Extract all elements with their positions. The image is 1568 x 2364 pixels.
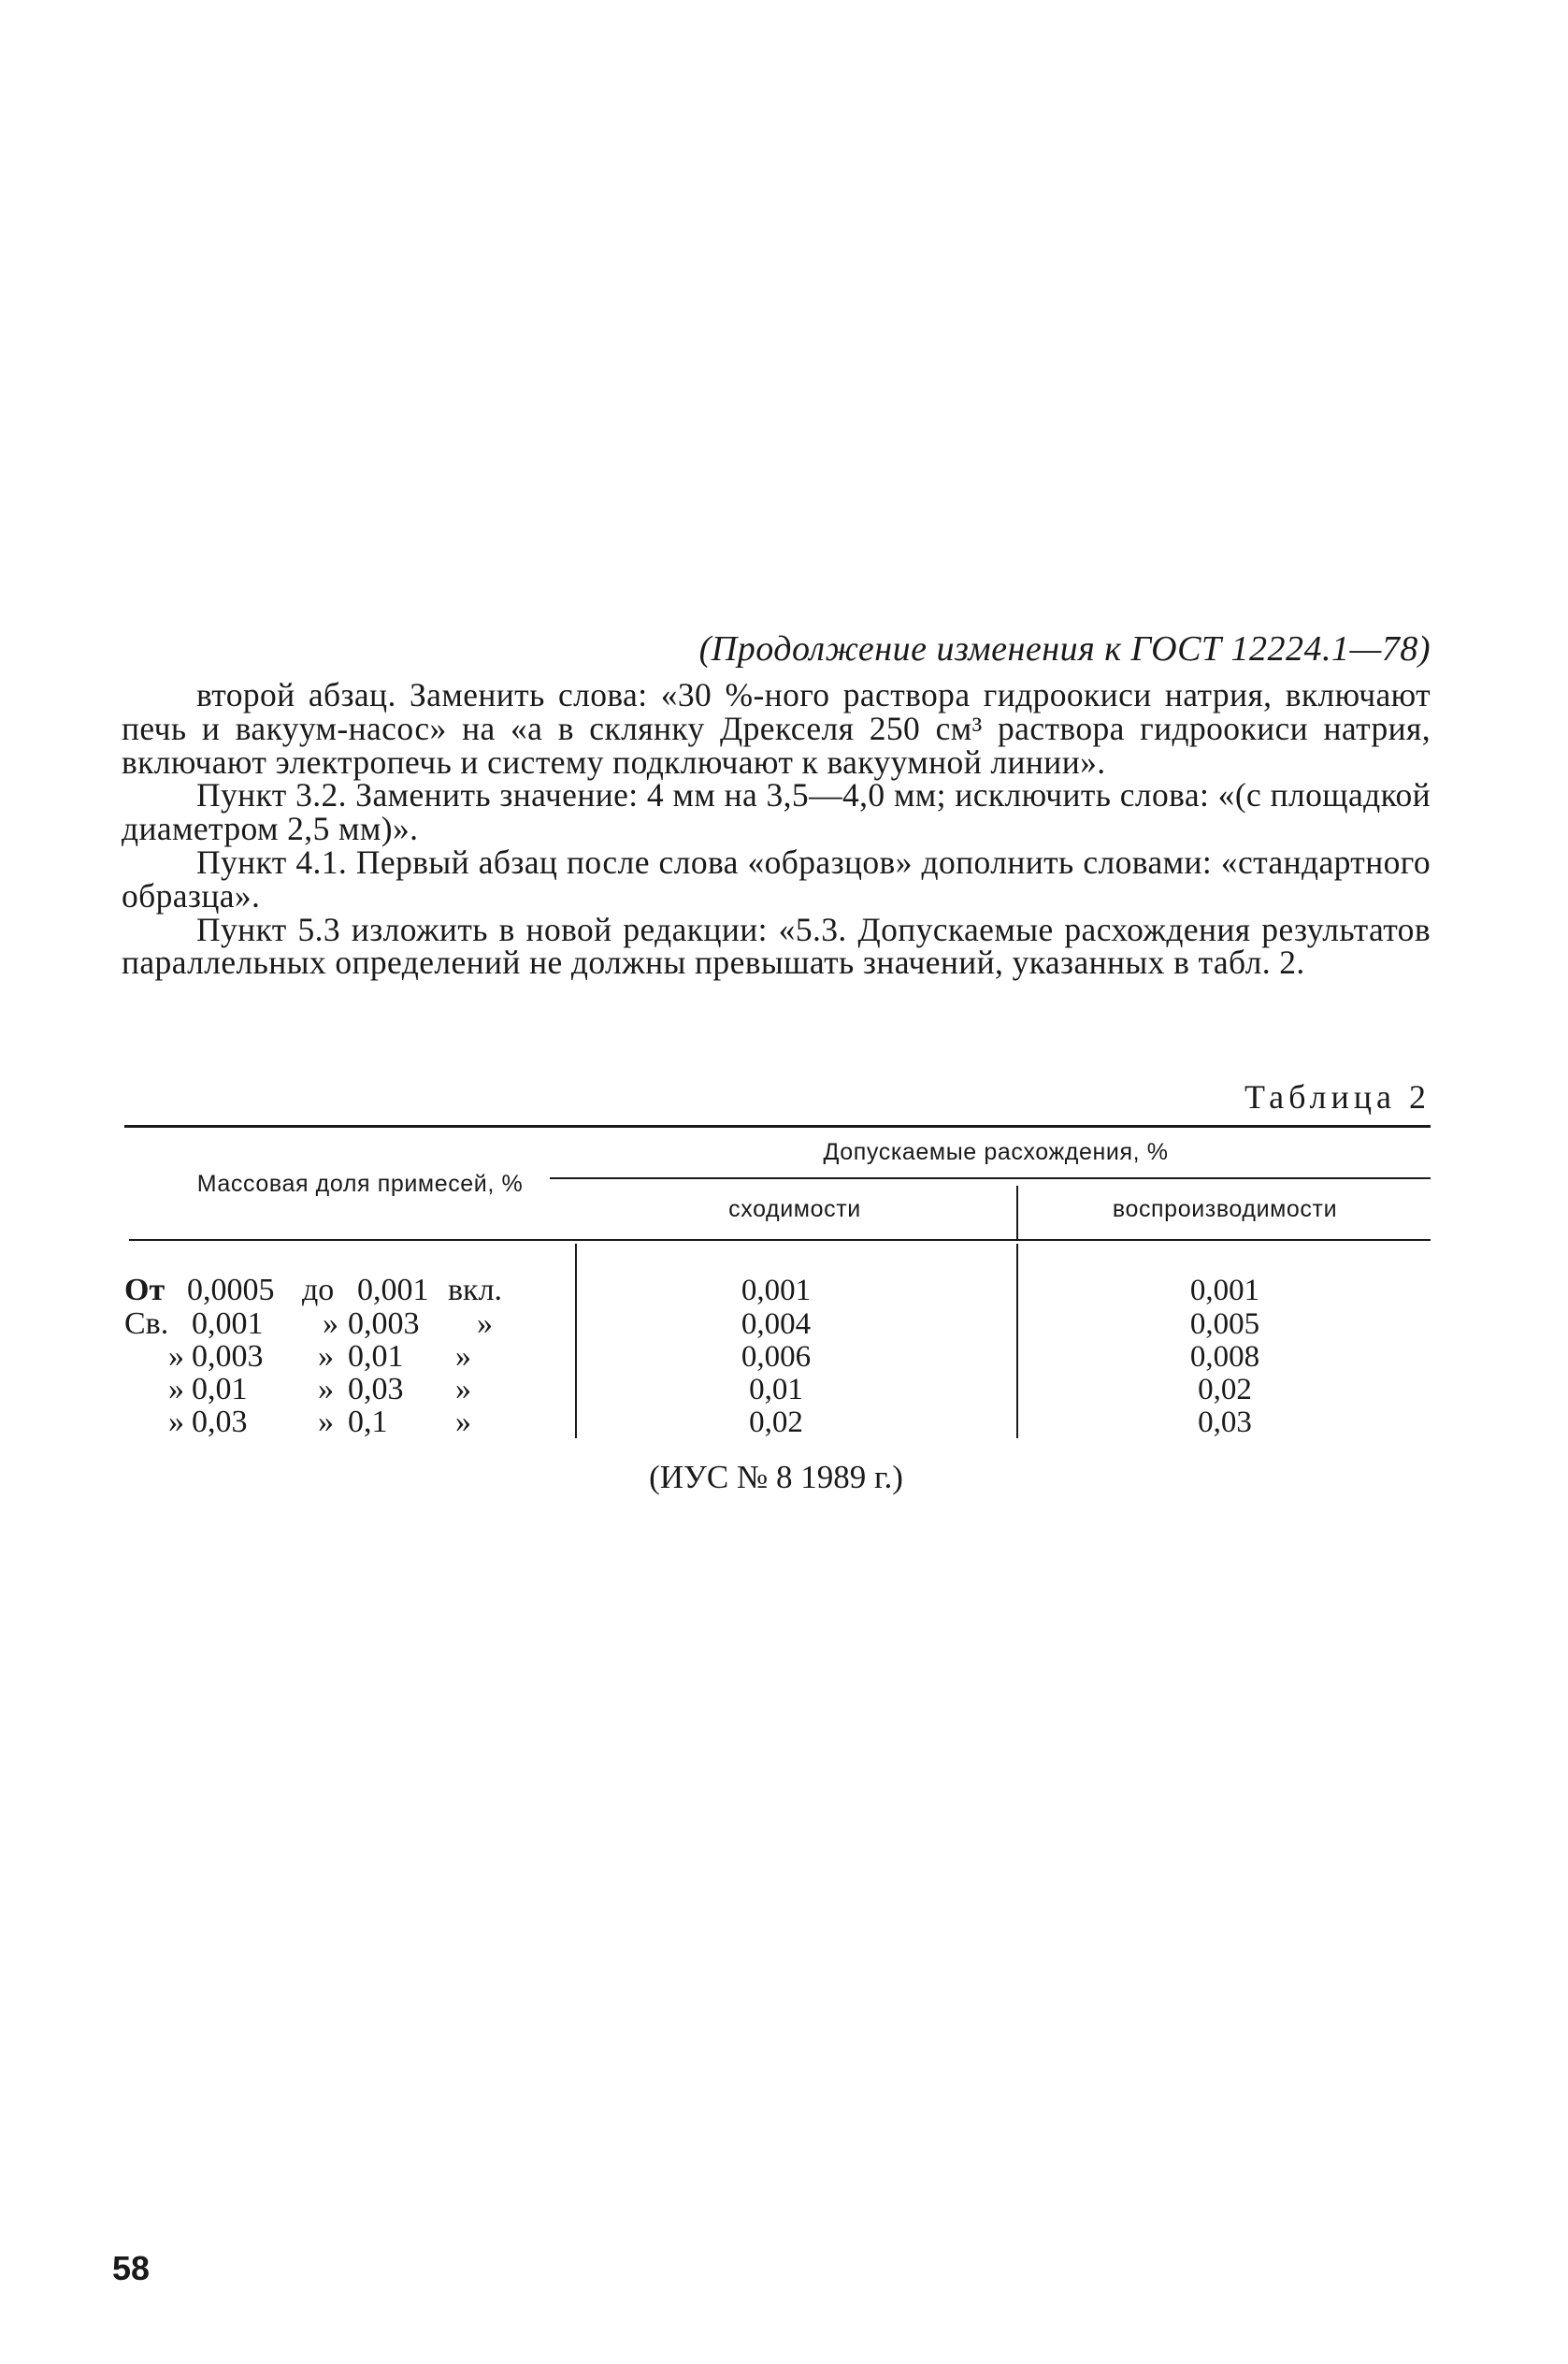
table-row xyxy=(0,1340,561,1374)
table-vertical-rule-left xyxy=(575,1244,577,1438)
range-from: 0,003 xyxy=(192,1339,264,1374)
range-to: 0,1 xyxy=(348,1405,388,1439)
range-to-word: » xyxy=(318,1405,334,1439)
paragraph: Пункт 3.2. Заменить значение: 4 мм на 3,5—4,0 мм; исключить слова: «(с площадкой диаметром 2,5 мм)». xyxy=(122,776,1431,848)
range-prefix: Св. xyxy=(124,1306,169,1341)
convergence-value: 0,006 xyxy=(741,1340,812,1374)
convergence-value: 0,001 xyxy=(741,1274,812,1307)
column-header-reproducibility: воспроизводимости xyxy=(1112,1196,1338,1222)
reproducibility-value: 0,005 xyxy=(1189,1307,1260,1341)
range-prefix: » xyxy=(168,1339,184,1374)
table-row xyxy=(0,1405,561,1439)
table-top-rule xyxy=(124,1125,1431,1128)
paragraph: Пункт 4.1. Первый абзац после слова «образцов» дополнить словами: «стандартного образца». xyxy=(122,843,1431,915)
range-to: 0,03 xyxy=(348,1372,404,1406)
range-from: 0,03 xyxy=(192,1405,248,1439)
range-to: 0,003 xyxy=(348,1306,420,1341)
range-prefix: От xyxy=(124,1273,165,1307)
range-to-word: » xyxy=(323,1306,338,1341)
body-text xyxy=(122,676,1431,982)
range-to: 0,01 xyxy=(348,1339,404,1374)
table-group-rule xyxy=(550,1177,1431,1179)
range-from: 0,01 xyxy=(192,1372,248,1406)
range-to: 0,001 xyxy=(357,1273,429,1307)
range-suffix: » xyxy=(477,1306,493,1341)
reproducibility-value: 0,001 xyxy=(1189,1274,1260,1307)
reproducibility-value: 0,03 xyxy=(1198,1405,1252,1439)
reproducibility-value: 0,02 xyxy=(1198,1373,1252,1406)
range-suffix: вкл. xyxy=(448,1273,503,1307)
table-vertical-rule-header xyxy=(1016,1186,1018,1240)
column-header-convergence: сходимости xyxy=(728,1196,861,1222)
range-prefix: » xyxy=(168,1405,184,1439)
paragraph: второй абзац. Заменить слова: «30 %-ного раствора гидроокиси натрия, включают печь и вакуум-насос» на «а в склянку Дрекселя 250 см³ раствора гидроокиси натрия, включают электропечь и систему подключают к вакуумной линии». xyxy=(122,676,1431,781)
reproducibility-value: 0,008 xyxy=(1189,1340,1260,1374)
range-suffix: » xyxy=(455,1339,471,1374)
range-to-word: » xyxy=(318,1339,334,1374)
convergence-value: 0,01 xyxy=(749,1373,803,1406)
convergence-value: 0,004 xyxy=(741,1307,812,1341)
range-to-word: » xyxy=(318,1372,334,1406)
range-suffix: » xyxy=(455,1372,471,1406)
column-header-mass-fraction: Массовая доля примесей, % xyxy=(196,1171,524,1197)
range-to-word: до xyxy=(302,1273,335,1307)
range-suffix: » xyxy=(455,1405,471,1439)
range-from: 0,0005 xyxy=(187,1273,275,1307)
table-row xyxy=(0,1373,561,1406)
paragraph: Пункт 5.3 изложить в новой редакции: «5.3. Допускаемые расхождения результатов параллельных определений не должны превышать значений, указанных в табл. 2. xyxy=(122,910,1431,982)
table-caption: Таблица 2 xyxy=(1244,1078,1431,1116)
convergence-value: 0,02 xyxy=(749,1405,803,1439)
page-number: 58 xyxy=(112,2249,151,2287)
column-group-header: Допускаемые расхождения, % xyxy=(823,1139,1169,1165)
continuation-header: (Продолжение изменения к ГОСТ 12224.1—78) xyxy=(698,629,1431,669)
table-header-bottom-rule xyxy=(129,1239,1431,1241)
amendment-source-note: (ИУС № 8 1989 г.) xyxy=(649,1459,903,1495)
table-vertical-rule-right xyxy=(1016,1244,1018,1438)
range-from: 0,001 xyxy=(192,1306,264,1341)
table-row xyxy=(0,1307,561,1341)
range-prefix: » xyxy=(168,1372,184,1406)
table-row xyxy=(0,1274,561,1307)
